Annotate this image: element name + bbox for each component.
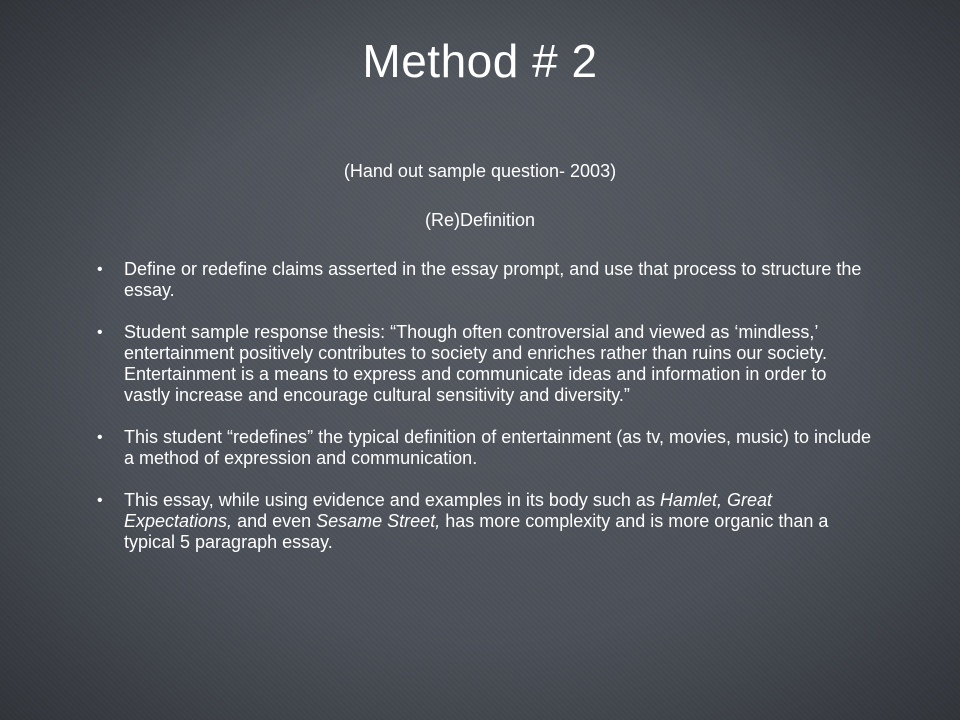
bullet-item xyxy=(97,490,877,553)
bullet-text: Define or redefine claims asserted in the essay prompt, and use that process to structure the essay. xyxy=(124,259,862,300)
slide-subtitle-sample-question: (Hand out sample question- 2003) xyxy=(343,161,617,181)
slide-title: Method # 2 xyxy=(362,35,598,87)
bullet-text-part: This essay, while using evidence and examples in its body such as xyxy=(124,490,660,510)
bullet-list xyxy=(97,259,877,574)
bullet-item xyxy=(97,427,877,469)
bullet-italic-title: Sesame Street, xyxy=(316,511,441,531)
bullet-item xyxy=(97,259,877,301)
bullet-item xyxy=(97,322,877,406)
bullet-text-part: has more complexity and is more organic than a typical 5 paragraph essay. xyxy=(124,511,829,552)
slide-subtitle-redefinition: (Re)Definition xyxy=(424,210,536,230)
bullet-text-part: and even xyxy=(232,511,317,531)
bullet-italic-title: Hamlet, Great Expectations, xyxy=(124,490,772,531)
bullet-text: This student “redefines” the typical definition of entertainment (as tv, movies, music) to include a method of expression and communication. xyxy=(124,427,872,468)
bullet-text: Student sample response thesis: “Though often controversial and viewed as ‘mindless,’ entertainment positively contributes to society and enriches rather than ruins our society. Entertainment is a means to express and communicate ideas and information in order to vastly increase and encourage cultural sensitivity and diversity.” xyxy=(124,322,828,405)
